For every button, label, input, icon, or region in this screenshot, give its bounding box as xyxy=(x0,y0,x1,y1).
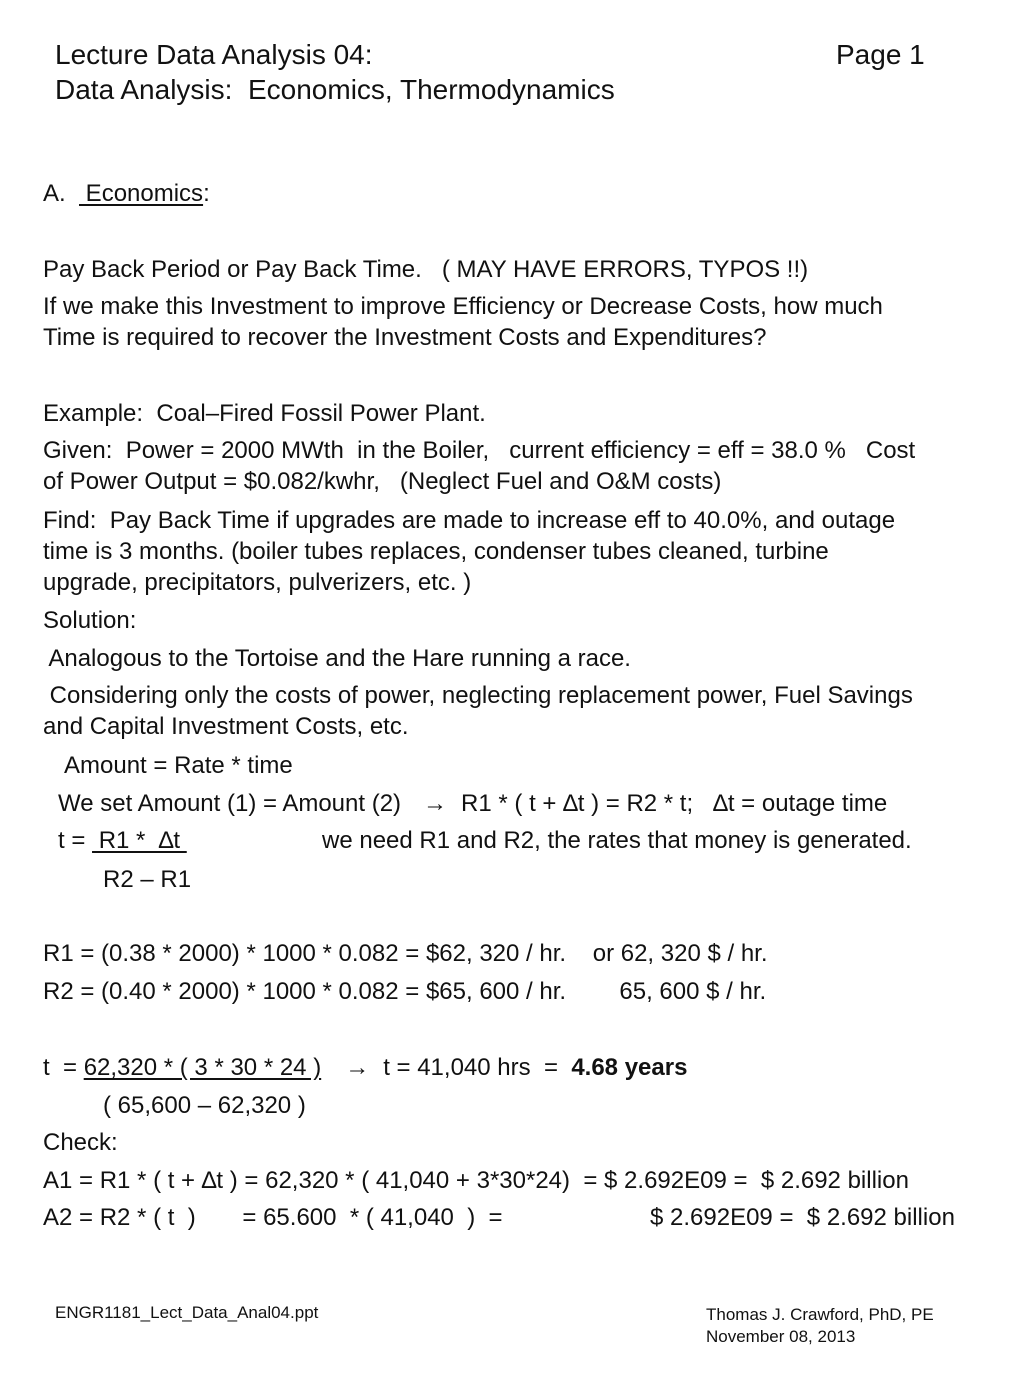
t-result-label: t = xyxy=(43,1054,84,1081)
t-result-denominator: ( 65,600 – 62,320 ) xyxy=(103,1092,306,1119)
lecture-title: Lecture Data Analysis 04: xyxy=(55,39,373,70)
section-heading xyxy=(43,179,210,209)
r1-calculation: R1 = (0.38 * 2000) * 1000 * 0.082 = $62, 320 / hr. or 62, 320 $ / hr. xyxy=(43,940,768,967)
question-line-1: If we make this Investment to improve Efficiency or Decrease Costs, how much xyxy=(43,293,883,320)
section-colon: : xyxy=(203,180,210,207)
find-line-2: time is 3 months. (boiler tubes replaces, condenser tubes cleaned, turbine xyxy=(43,538,829,565)
footer-date: November 08, 2013 xyxy=(706,1327,856,1346)
amount-equation: Amount = Rate * time xyxy=(64,752,293,779)
solution-label: Solution: xyxy=(43,607,137,634)
arrow-icon: → xyxy=(423,790,448,817)
check-label: Check: xyxy=(43,1129,118,1156)
analogy-line: Analogous to the Tortoise and the Hare running a race. xyxy=(43,645,631,672)
footer-filename: ENGR1181_Lect_Data_Anal04.ppt xyxy=(55,1303,319,1322)
arrow-icon: → xyxy=(345,1054,370,1081)
lecture-subtitle: Data Analysis: Economics, Thermodynamics xyxy=(55,74,615,105)
t-result-value: t = 41,040 hrs = xyxy=(383,1054,572,1081)
setup-equation xyxy=(58,789,887,819)
t-formula-label: t = xyxy=(58,827,93,854)
consider-line-1: Considering only the costs of power, neglecting replacement power, Fuel Savings xyxy=(43,682,913,709)
question-line-2: Time is required to recover the Investment Costs and Expenditures? xyxy=(43,324,767,351)
t-result-numerator: 62,320 * ( 3 * 30 * 24 ) xyxy=(83,1054,322,1081)
given-line-2: of Power Output = $0.082/kwhr, (Neglect Fuel and O&M costs) xyxy=(43,468,722,495)
a1-check: A1 = R1 * ( t + ∆t ) = 62,320 * ( 41,040 + 3*30*24) = $ 2.692E09 = $ 2.692 billion xyxy=(43,1167,909,1194)
setup-right: R1 * ( t + ∆t ) = R2 * t; ∆t = outage time xyxy=(461,790,888,817)
a2-check: A2 = R2 * ( t ) = 65.600 * ( 41,040 ) = xyxy=(43,1204,503,1231)
footer-author: Thomas J. Crawford, PhD, PE xyxy=(706,1305,934,1324)
find-line-3: upgrade, precipitators, pulverizers, etc. ) xyxy=(43,569,472,596)
consider-line-2: and Capital Investment Costs, etc. xyxy=(43,713,409,740)
r2-calculation: R2 = (0.40 * 2000) * 1000 * 0.082 = $65, 600 / hr. 65, 600 $ / hr. xyxy=(43,978,767,1005)
setup-left: We set Amount (1) = Amount (2) xyxy=(58,790,402,817)
t-formula-denominator: R2 – R1 xyxy=(103,866,192,893)
find-line-1: Find: Pay Back Time if upgrades are made to increase eff to 40.0%, and outage xyxy=(43,507,896,534)
given-line-1: Given: Power = 2000 MWth in the Boiler, current efficiency = eff = 38.0 % Cost xyxy=(43,437,916,464)
a2-check-result: $ 2.692E09 = $ 2.692 billion xyxy=(650,1204,955,1231)
t-result xyxy=(43,1053,687,1083)
topic-line: Pay Back Period or Pay Back Time. ( MAY HAVE ERRORS, TYPOS !!) xyxy=(43,256,809,283)
t-formula xyxy=(58,826,187,856)
rates-note: we need R1 and R2, the rates that money is generated. xyxy=(322,827,912,854)
payback-years: 4.68 years xyxy=(571,1054,688,1081)
section-letter: A. xyxy=(43,180,80,207)
example-title: Example: Coal–Fired Fossil Power Plant. xyxy=(43,400,486,427)
t-formula-numerator: R1 * ∆t xyxy=(92,827,187,854)
section-name: Economics xyxy=(79,180,204,207)
page-number: Page 1 xyxy=(836,39,925,70)
